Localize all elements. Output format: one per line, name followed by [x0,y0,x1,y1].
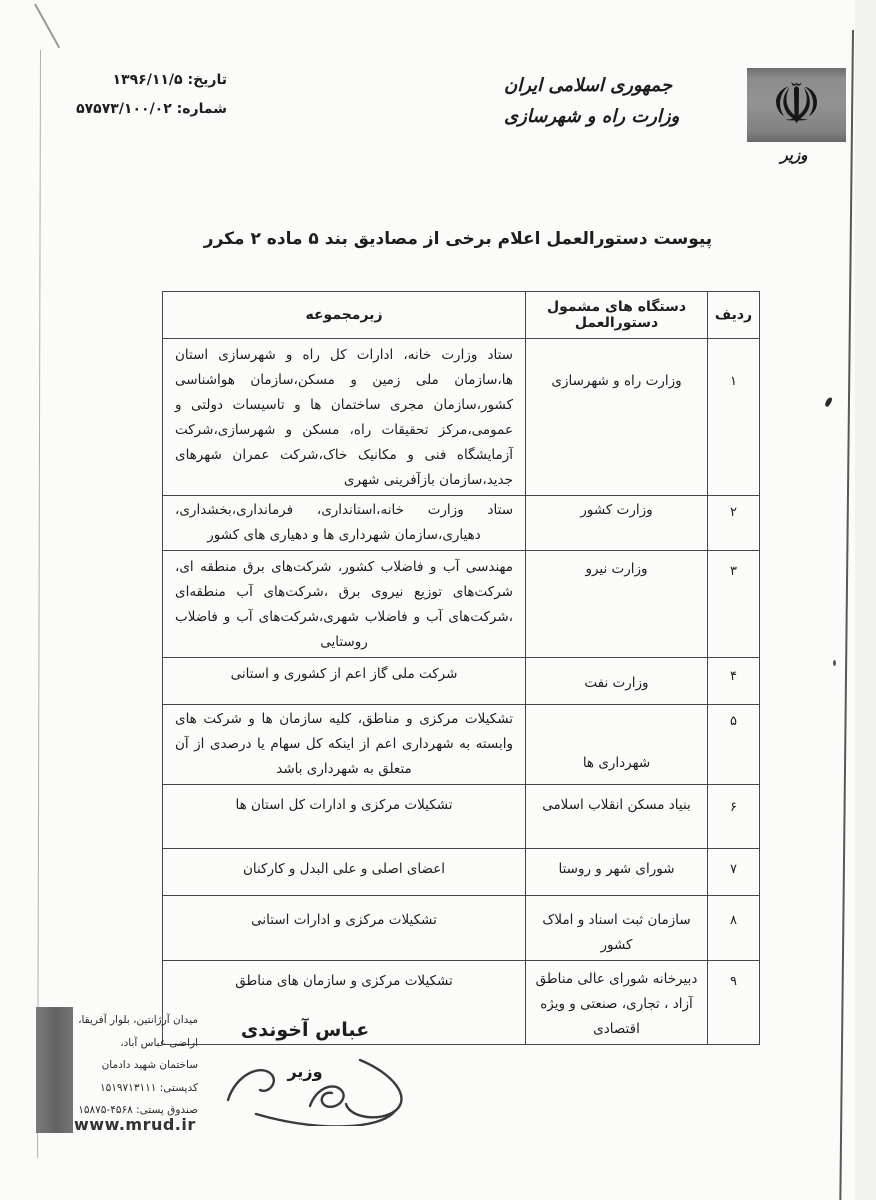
table-row [163,339,760,496]
cell-subset: اعضای اصلی و علی البدل و کارکنان [163,849,526,896]
ink-speck [824,396,833,407]
postal-code-line [74,1077,198,1100]
minister-title: وزیر [780,146,808,164]
cell-subset: مهندسی آب و فاضلاب کشور، شرکت‌های برق منطقه ای، شرکت‌های توزیع نیروی برق ،شرکت‌های آب منطقه‌ای ،شرکت‌های آب و فاضلاب شهری،شرکت‌های آب و فاضلاب روستایی [163,551,526,658]
cell-row-number: ۷ [708,849,760,896]
po-box-value: ۱۵۸۷۵-۴۵۶۸ [78,1104,133,1116]
cell-agency: وزارت راه و شهرسازی [526,339,708,496]
cell-row-number: ۲ [708,496,760,551]
cell-row-number: ۵ [708,705,760,785]
cell-agency: وزارت نیرو [526,551,708,658]
number-value: ۵۷۵۷۳/۱۰۰/۰۲ [76,101,172,117]
col-header-subset: زیرمجموعه [163,292,526,339]
cell-agency: بنیاد مسکن انقلاب اسلامی [526,785,708,849]
cell-row-number: ۴ [708,658,760,705]
cell-agency: دبیرخانه شورای عالی مناطق آزاد ، تجاری، صنعتی و ویژه اقتصادی [526,961,708,1045]
cell-row-number: ۳ [708,551,760,658]
cell-agency: وزارت نفت [526,658,708,705]
cell-agency: وزارت کشور [526,496,708,551]
cell-subset: شرکت ملی گاز اعم از کشوری و استانی [163,658,526,705]
date-value: ۱۳۹۶/۱۱/۵ [112,72,183,88]
table-row [163,849,760,896]
cell-subset: ستاد وزارت خانه، ادارات کل راه و شهرسازی استان ها،سازمان ملی زمین و مسکن،سازمان هواشناسی کشور،سازمان مجری ساختمان ها و تاسیسات دولتی و عمومی،مرکز تحقیقات راه، مسکن و شهرسازی،شرکت آزمایشگاه فنی و مکانیک خاک،شرکت عمران شهرهای جدید،سازمان بازآفرینی شهری [163,339,526,496]
table-row [163,705,760,785]
table-row [163,496,760,551]
po-box-label: صندوق پستی: [136,1104,198,1116]
agencies-table [162,291,760,1045]
letterhead-titles [504,70,744,132]
document-title: پیوست دستورالعمل اعلام برخی از مصادیق بند ۵ ماده ۲ مکرر [203,229,713,249]
date-line [47,66,227,95]
cell-row-number: ۸ [708,896,760,961]
address-line: اراضی عباس آباد، [120,1036,198,1049]
cell-subset: ستاد وزارت خانه،استانداری، فرمانداری،بخشداری، دهیاری،سازمان شهرداری ها و دهیاری های کشور [163,496,526,551]
col-header-row-number: ردیف [708,292,760,339]
cell-subset: تشکیلات مرکزی و ادارات کل استان ها [163,785,526,849]
ministry-name: وزارت راه و شهرسازی [504,106,680,127]
scan-corner-artifact [34,4,60,49]
signature-name: عباس آخوندی [240,1019,370,1041]
cell-agency: سازمان ثبت اسناد و املاک کشور [526,896,708,961]
scan-edge-line-right [839,30,854,1200]
cell-row-number: ۶ [708,785,760,849]
footer-address-block [74,1009,198,1122]
number-line [47,95,227,124]
table-row [163,658,760,705]
cell-subset: تشکیلات مرکزی و سازمان های مناطق [163,961,526,1045]
ink-speck [833,660,836,666]
postal-code-label: کدپستی: [159,1081,198,1094]
footer-accent-bar [36,1007,73,1133]
scan-edge-line-left [37,50,41,1158]
iran-emblem-icon: ☫ [771,72,822,137]
address-line: ساختمان شهید دادمان [101,1059,198,1071]
handwritten-signature [222,1048,422,1126]
date-number-block [47,66,227,124]
table-header-row [163,292,760,339]
cell-agency: شورای شهر و روستا [526,849,708,896]
cell-row-number: ۱ [708,339,760,496]
cell-subset: تشکیلات مرکزی و ادارات استانی [163,896,526,961]
emblem-box [747,68,846,142]
table-row [163,551,760,658]
cell-subset: تشکیلات مرکزی و مناطق، کلیه سازمان ها و شرکت های وابسته به شهرداری اعم از اینکه کل سهام یا درصدی از آن متعلق به شهرداری باشد [163,705,526,785]
website-url: www.mrud.ir [74,1115,196,1134]
country-name: جمهوری اسلامی ایران [504,75,673,96]
col-header-agency: دستگاه های مشمول دستورالعمل [526,292,708,339]
table-row [163,785,760,849]
date-label: تاریخ: [187,72,227,88]
signature-minister-title: وزیر [287,1062,323,1081]
cell-row-number: ۹ [708,961,760,1045]
number-label: شماره: [176,101,227,117]
table-row [163,896,760,961]
scan-edge-strip [855,0,876,1200]
cell-agency: شهرداری ها [526,705,708,785]
postal-code-value: ۱۵۱۹۷۱۳۱۱۱ [99,1081,157,1094]
address-line: میدان آرژانتین، بلوار آفریقا، [78,1014,198,1026]
